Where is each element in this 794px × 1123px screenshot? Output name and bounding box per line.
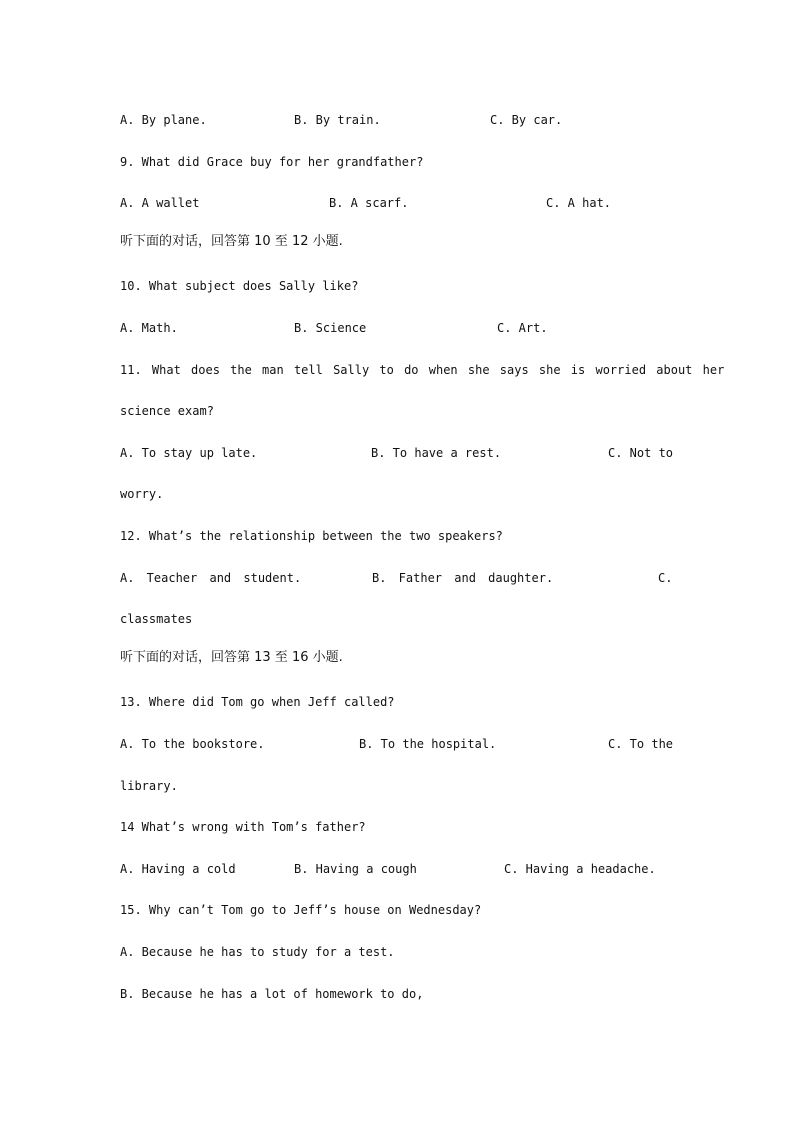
q10-option-b: B. Science [294, 321, 367, 335]
q14-option-c: C. Having a headache. [504, 862, 656, 876]
q11-option-a: A. To stay up late. [120, 446, 258, 460]
q8-option-a: A. By plane. [120, 113, 207, 127]
q12-option-b: B. Father and daughter. [372, 571, 554, 585]
q12-option-c: C. [658, 571, 673, 585]
q11-option-c-continued: worry. [120, 487, 164, 501]
q11-question-line1: 11. What does the man tell Sally to do when she says she is worried about her [120, 363, 725, 377]
q11-option-b: B. To have a rest. [371, 446, 502, 460]
q15-question: 15. Why can’t Tom go to Jeff’s house on Wednesday? [120, 903, 482, 917]
q11-question-line2: science exam? [120, 404, 214, 418]
q13-option-c: C. To the [608, 737, 674, 751]
q13-option-a: A. To the bookstore. [120, 737, 265, 751]
q10-question: 10. What subject does Sally like? [120, 279, 359, 293]
q14-question: 14 What’s wrong with Tom’s father? [120, 820, 366, 834]
q15-option-b: B. Because he has a lot of homework to do, [120, 987, 424, 1001]
q15-option-a: A. Because he has to study for a test. [120, 945, 395, 959]
q13-question: 13. Where did Tom go when Jeff called? [120, 695, 395, 709]
section-heading-13-16: 听下面的对话，回答第 13 至 16 小题. [120, 650, 343, 665]
q9-option-b: B. A scarf. [329, 196, 409, 210]
q9-option-c: C. A hat. [546, 196, 612, 210]
q14-option-b: B. Having a cough [294, 862, 417, 876]
q9-option-a: A. A wallet [120, 196, 200, 210]
q14-option-a: A. Having a cold [120, 862, 236, 876]
q10-option-a: A. Math. [120, 321, 178, 335]
q9-question: 9. What did Grace buy for her grandfather? [120, 155, 424, 169]
q10-option-c: C. Art. [497, 321, 548, 335]
q11-option-c: C. Not to [608, 446, 674, 460]
q8-option-c: C. By car. [490, 113, 563, 127]
q13-option-c-continued: library. [120, 779, 178, 793]
q12-option-a: A. Teacher and student. [120, 571, 302, 585]
q12-option-c-continued: classmates [120, 612, 193, 626]
section-heading-10-12: 听下面的对话，回答第 10 至 12 小题. [120, 234, 343, 249]
q8-option-b: B. By train. [294, 113, 381, 127]
q12-question: 12. What’s the relationship between the two speakers? [120, 529, 503, 543]
q13-option-b: B. To the hospital. [359, 737, 497, 751]
